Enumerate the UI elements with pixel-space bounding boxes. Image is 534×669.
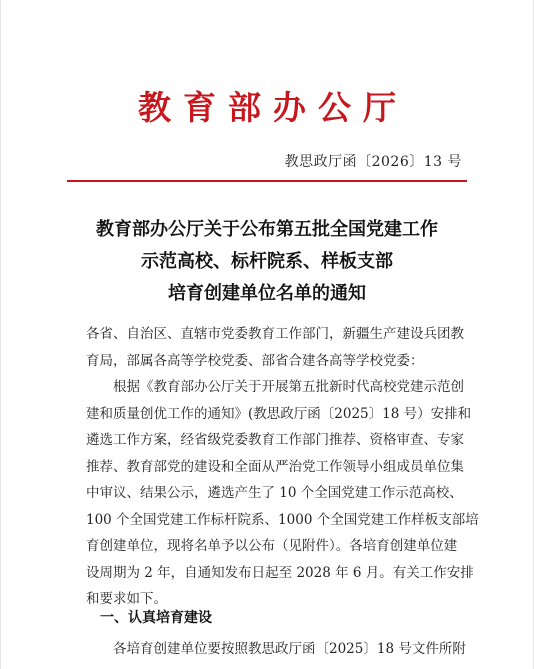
body-line: 建和质量创优工作的通知》(教思政厅函〔2025〕18 号）安排和	[86, 405, 472, 422]
title-line: 教育部办公厅关于公布第五批全国党建工作	[96, 219, 438, 240]
title-line: 培育创建单位名单的通知	[168, 283, 366, 304]
body-line: 和要求如下。	[86, 591, 167, 607]
body-paragraph	[86, 374, 479, 613]
notice-title	[41, 214, 493, 310]
section-heading: 一、认真培育建设	[86, 610, 212, 626]
body-line: 根据《教育部办公厅关于开展第五批新时代高校党建示范创	[86, 379, 464, 395]
body-line: 设周期为 2 年，自通知发布日起至 2028 年 6 月。有关工作安排	[86, 564, 474, 581]
body-line: 各培育创建单位要按照教思政厅函〔2025〕18 号文件所附	[86, 641, 466, 657]
document-number: 教思政厅函〔2026〕13 号	[284, 154, 462, 170]
addressee-paragraph	[86, 321, 464, 374]
body-line: 遴选工作方案，经省级党委教育工作部门推荐、资格审查、专家	[86, 432, 464, 448]
body-line: 100 个全国党建工作标杆院系、1000 个全国党建工作样板支部培	[86, 511, 479, 528]
red-divider-rule	[67, 180, 467, 182]
addressee-line: 育局，部属各高等学校党委、部省合建各高等学校党委：	[86, 352, 424, 369]
body-line: 育创建单位，现将名单予以公布（见附件）。各培育创建单位建	[86, 538, 458, 554]
title-line: 示范高校、标杆院系、样板支部	[141, 251, 393, 272]
masthead-title: 教育部办公厅	[138, 88, 408, 127]
body-line: 推荐、教育部党的建设和全面从严治党工作领导小组成员单位集	[86, 458, 464, 475]
addressee-line: 各省、自治区、直辖市党委教育工作部门，新疆生产建设兵团教	[86, 326, 464, 342]
body-line: 中审议、结果公示，遴选产生了 10 个全国党建工作示范高校、	[86, 485, 463, 501]
